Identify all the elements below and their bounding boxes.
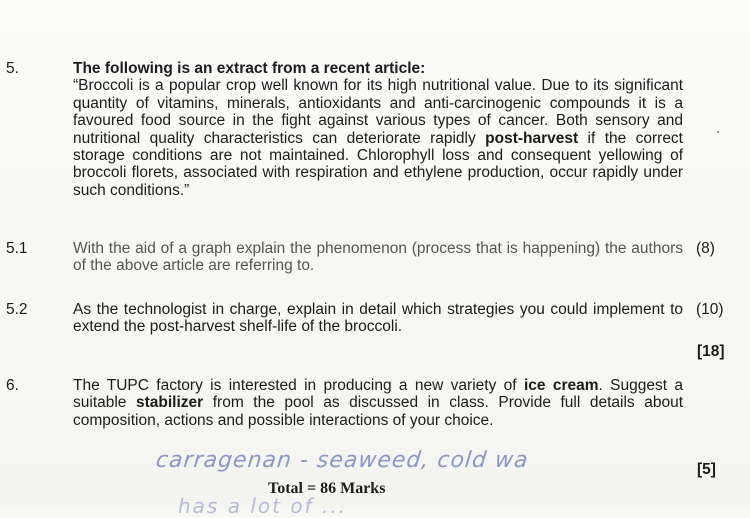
article-text-part-2: if the correct storage conditions are not maintained. Chlorophyll loss and consequent yellowing of broccoli florets, associated with respiration and ethylene production, occur rapidly under such conditions.” [73,129,683,199]
question-5-heading: The following is an extract from a recent article: [73,60,426,77]
question-6-text [73,377,683,429]
article-text-part-1: “Broccoli is a popular crop well known for its high nutritional value. Due to its significant quantity of vitamins, minerals, antioxidants and anti-carcinogenic compounds it is a favoured food source in the fight against various types of cancer. Both sensory and nutritional quality characteristics can deteriorate rapidly [73,77,683,147]
question-5-2-number: 5.2 [6,301,28,318]
question-5-2-body [73,301,683,336]
question-6-keyword-ice-cream: ice cream [523,377,599,394]
question-5-article-extract [73,77,683,199]
article-keyword-post-harvest: post-harvest [485,129,579,147]
scan-speck [717,131,719,133]
question-5-1-number: 5.1 [6,240,28,257]
question-5-2-text: As the technologist in charge, explain in detail which strategies you could implement to extend the post-harvest shelf-life of the broccoli. [73,301,683,336]
question-6-number: 6. [6,377,19,394]
question-5-1-marks: (8) [696,240,715,257]
handwritten-answer-line-2: has a lot of ... [178,494,348,518]
question-5-2-marks: (10) [696,301,724,318]
question-5-body [73,60,683,199]
question-6-text-part-1: The TUPC factory is interested in producing a new variety of [73,377,524,394]
handwritten-answer-line-1: carragenan - seaweed, cold wa [154,448,530,473]
question-6-text-part-2: . Suggest a suitable [73,377,684,412]
question-5-1-body [73,240,683,275]
question-6-body [73,377,683,429]
question-6-keyword-stabilizer: stabilizer [135,394,204,412]
question-6-text-part-3: from the pool as discussed in class. Provide full details about composition, actions and possible interactions of your choice. [73,394,684,429]
question-5-1-text: With the aid of a graph explain the phenomenon (process that is happening) the authors of the above article are referring to. [73,240,683,275]
question-6-marks: [5] [697,461,716,478]
question-5-number: 5. [6,60,19,77]
question-5-total-marks: [18] [697,343,725,360]
exam-total: Total = 86 Marks [268,480,386,497]
